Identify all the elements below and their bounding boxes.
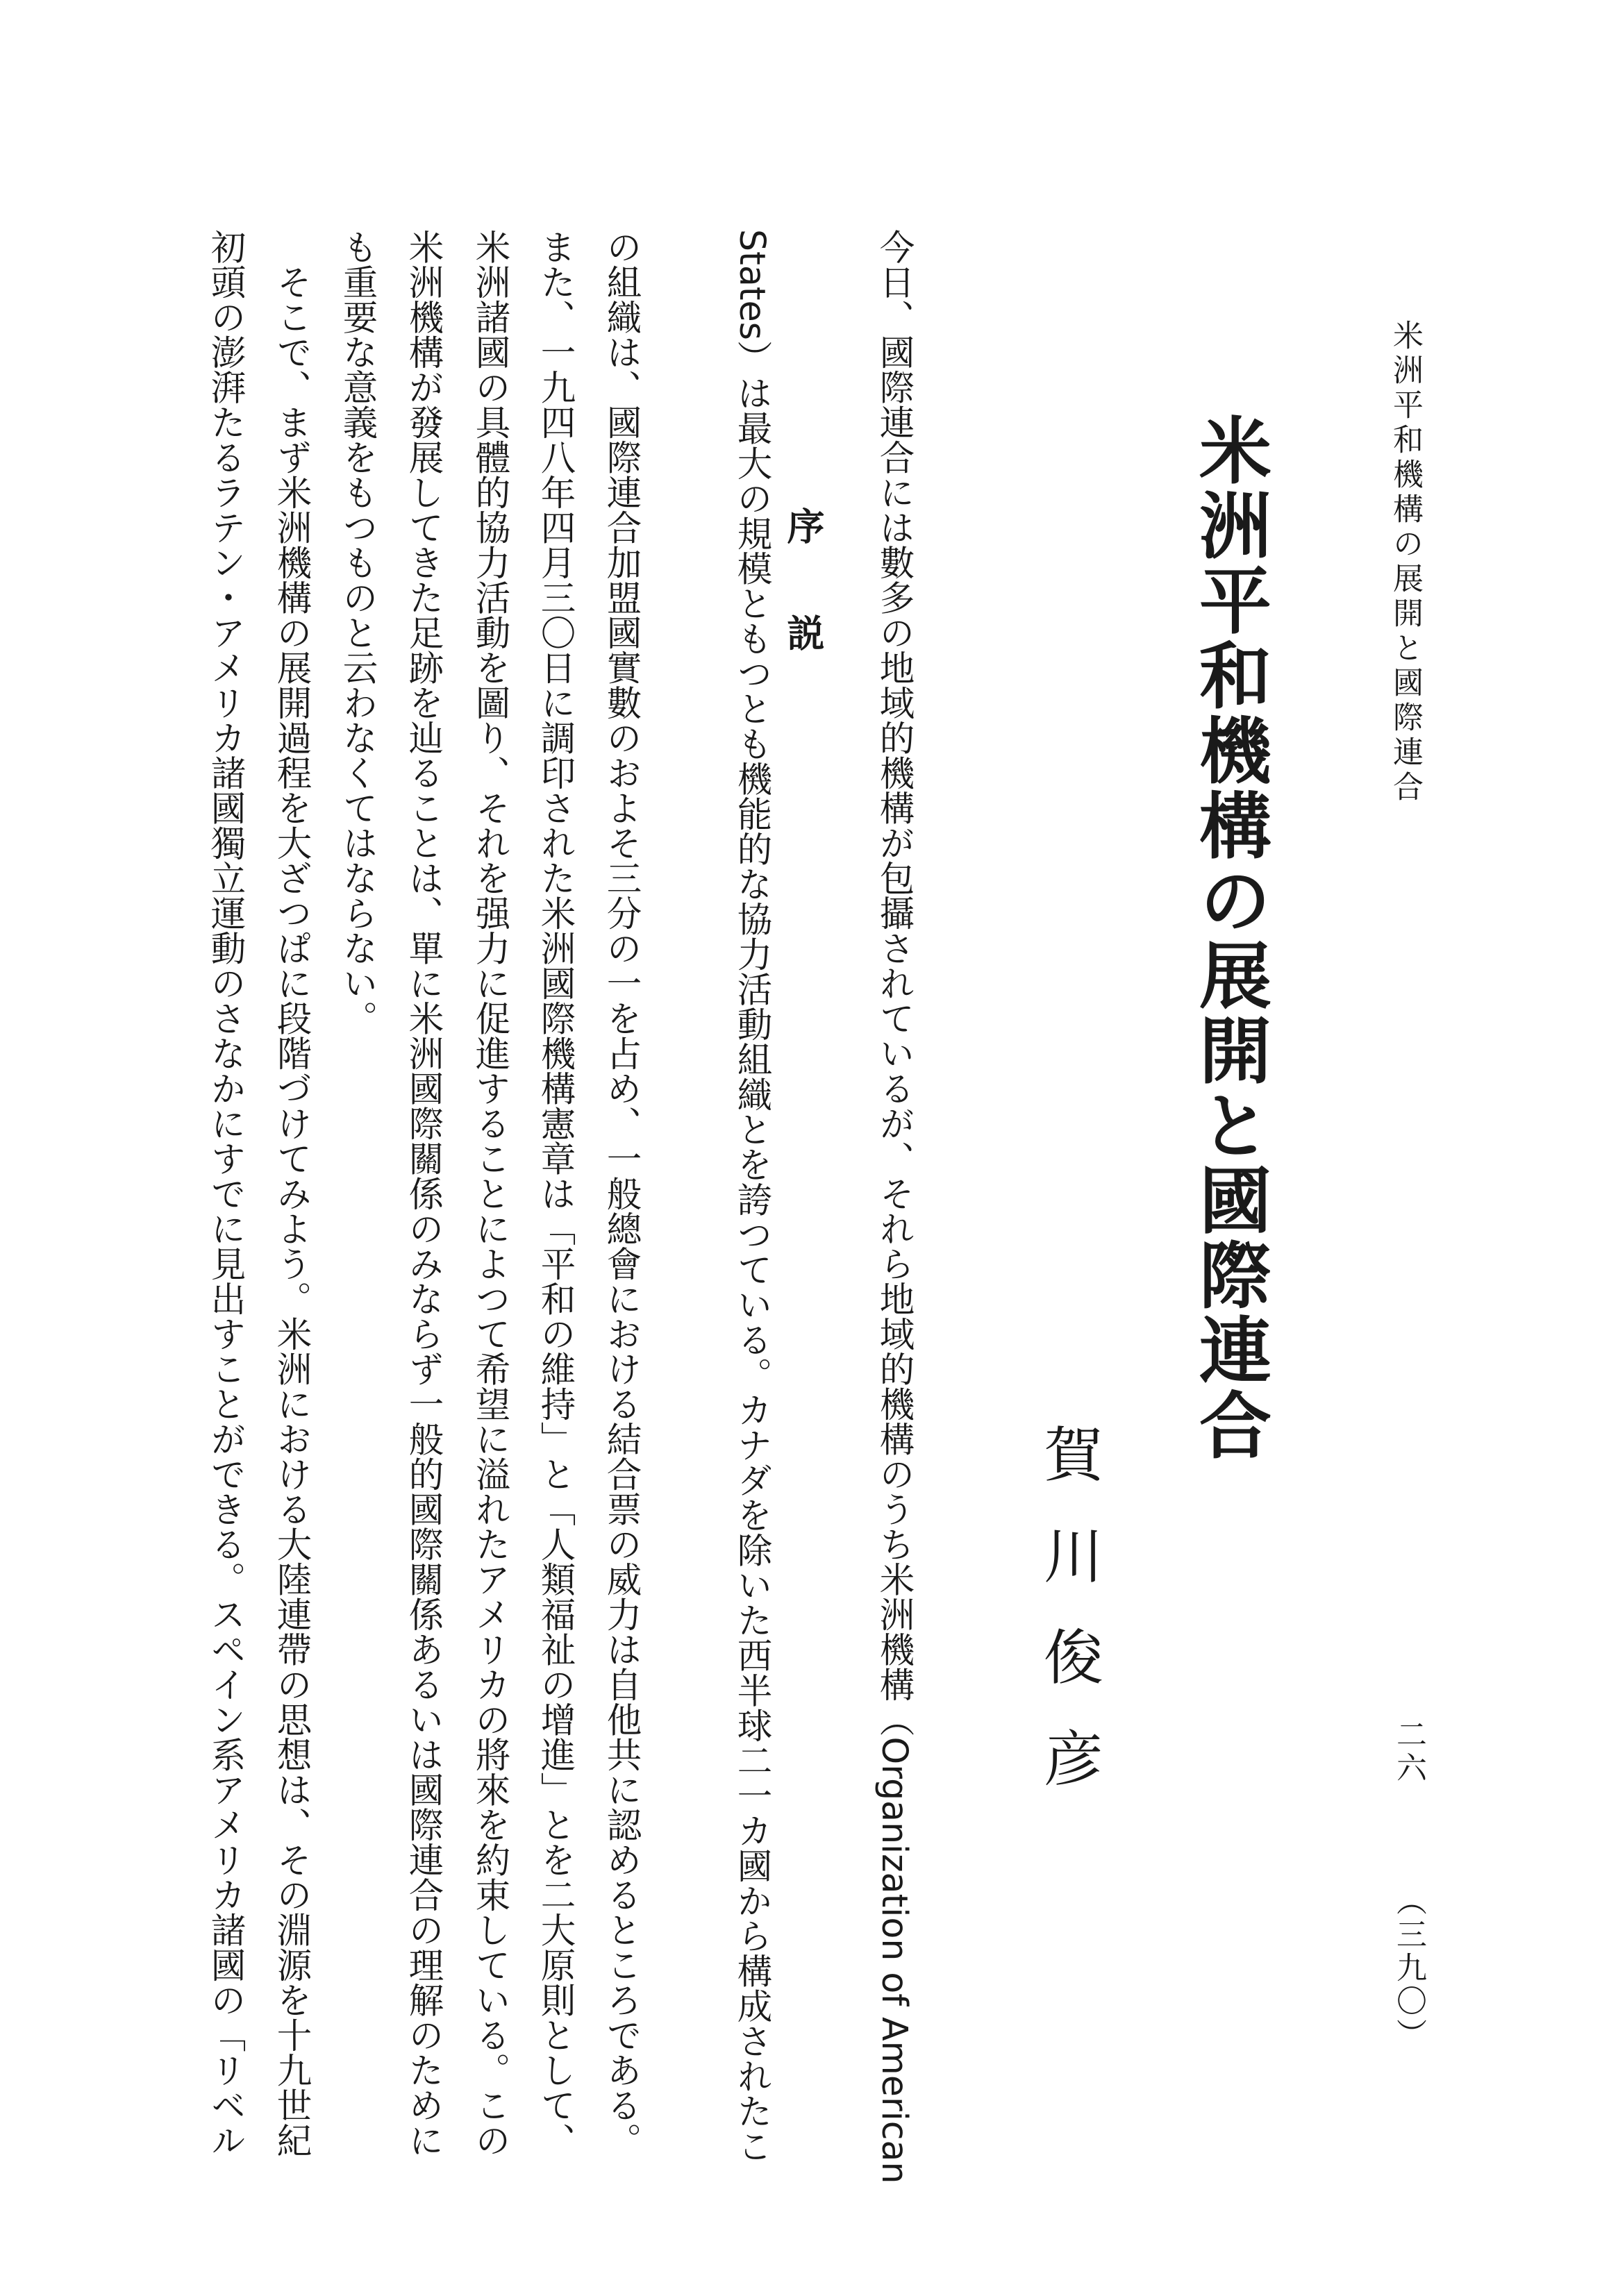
body-line: また、一九四八年四月三〇日に調印された米洲國際機構憲章は「平和の維持」と「人類福祉の增進」とを二大原則として、 [535, 229, 576, 2158]
body-line: 米洲機構が發展してきた足跡を辿ることは、單に米洲國際關係のみならず一般的國際關係あるいは國際連合の理解のために [403, 229, 444, 2158]
page-number: 二六 [1391, 1718, 1426, 1785]
body-line: 初頭の澎湃たるラテン・アメリカ諸國獨立運動のさなかにすでに見出すことができる。スペイン系アメリカ諸國の「リベル [206, 229, 247, 2158]
running-head: 米洲平和機構の展開と國際連合 [1387, 319, 1423, 805]
page-number-cumulative: （三九〇） [1391, 1885, 1426, 2052]
body-line: States）は最大の規模ともつとも機能的な協力活動組織とを誇つている。カナダを除いた西半球二一カ國から構成されたこ [732, 229, 773, 2163]
body-line: の組織は、國際連合加盟國實數のおよそ三分の一を占め、一般總會における結合票の威力は自他共に認めるところである。 [601, 229, 642, 2158]
section-heading: 序説 [781, 507, 825, 721]
article-title: 米洲平和機構の展開と國際連合 [1187, 413, 1271, 1463]
body-line: そこで、まず米洲機構の展開過程を大ざつぱに段階づけてみよう。米洲における大陸連帶の思想は、その淵源を十九世紀 [272, 229, 312, 2158]
body-line: 米洲諸國の具體的協力活動を圖り、それを强力に促進することによつて希望に溢れたアメリカの將來を約束している。この [470, 229, 511, 2158]
author-name: 賀川俊彦 [1033, 1423, 1103, 1829]
body-line: も重要な意義をもつものと云わなくてはならない。 [337, 229, 378, 1036]
body-line: 今日、國際連合には數多の地域的機構が包攝されているが、それら地域的機構のうち米洲機構（Organization of American [874, 229, 915, 2184]
